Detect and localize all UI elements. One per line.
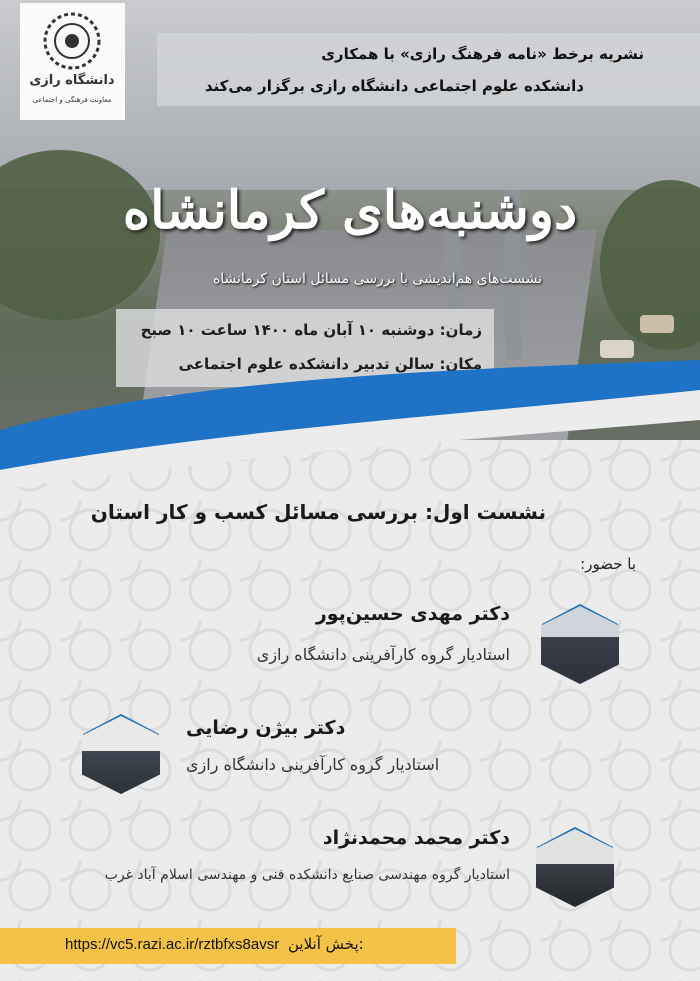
event-place: مکان: سالن تدبیر دانشکده علوم اجتماعی <box>178 355 482 373</box>
logo-subtitle: معاونت فرهنگی و اجتماعی <box>32 96 112 104</box>
blue-wave <box>0 360 700 490</box>
car <box>640 315 674 333</box>
speaker-2-role: استادیار گروه کارآفرینی دانشگاه رازی <box>186 755 440 774</box>
organizer-band <box>157 33 700 106</box>
session-title: نشست اول: بررسی مسائل کسب و کار استان <box>90 500 546 524</box>
logo-name: دانشگاه رازی <box>29 73 115 88</box>
car <box>600 340 634 358</box>
stream-label: پخش آنلاین: <box>288 935 364 953</box>
event-time: زمان: دوشنبه ۱۰ آبان ماه ۱۴۰۰ ساعت ۱۰ صبح <box>140 321 482 339</box>
speaker-1-name: دکتر مهدی حسین‌پور <box>315 603 510 625</box>
speaker-3-name: دکتر محمد محمدنژاد <box>322 827 510 849</box>
organizer-line-2: دانشکده علوم اجتماعی دانشگاه رازی برگزار می‌کند <box>204 77 584 95</box>
speaker-1-role: استادیار گروه کارآفرینی دانشگاه رازی <box>256 645 510 664</box>
speaker-3-role: استادیار گروه مهندسی صنایع دانشکده فنی و مهندسی اسلام آباد غرب <box>104 867 510 883</box>
organizer-line-1: نشریه برخط «نامه فرهنگ رازی» با همکاری <box>321 45 644 63</box>
speaker-2-name: دکتر بیژن رضایی <box>186 717 346 739</box>
stream-url[interactable]: https://vc5.razi.ac.ir/rztbfxs8avsr <box>65 936 280 953</box>
with-label: با حضور: <box>580 555 636 573</box>
event-title: دوشنبه‌های کرمانشاه <box>122 180 578 241</box>
stream-line <box>65 935 364 953</box>
event-subtitle: نشست‌های هم‌اندیشی با بررسی مسائل استان کرمانشاه <box>212 271 542 287</box>
